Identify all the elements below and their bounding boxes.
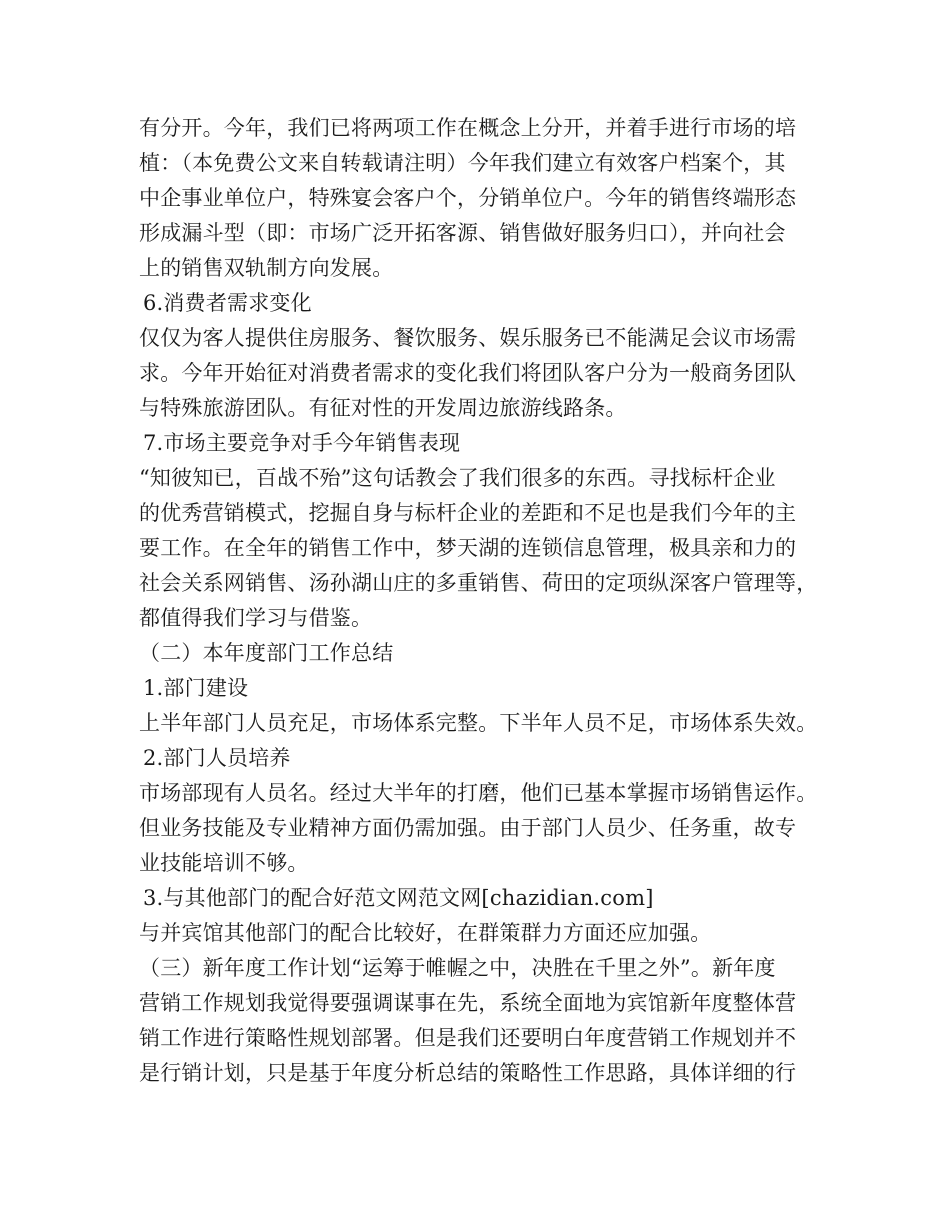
body-line: 销工作进行策略性规划部署。但是我们还要明白年度营销工作规划并不 xyxy=(139,1026,797,1050)
section-heading: 6.消费者需求变化 xyxy=(143,291,312,315)
body-line: 市场部现有人员名。经过大半年的打磨，他们已基本掌握市场销售运作。 xyxy=(139,781,818,805)
body-line: 都值得我们学习与借鉴。 xyxy=(139,606,373,630)
body-line: 中企事业单位户，特殊宴会客户个，分销单位户。今年的销售终端形态 xyxy=(139,186,797,210)
body-line: 的优秀营销模式，挖掘自身与标杆企业的差距和不足也是我们今年的主 xyxy=(139,501,797,525)
body-line: 形成漏斗型（即：市场广泛开拓客源、销售做好服务归口），并向社会 xyxy=(139,221,786,245)
section-heading: （二）本年度部门工作总结 xyxy=(139,641,394,665)
document-body xyxy=(139,111,839,1091)
body-line: 上半年部门人员充足，市场体系完整。下半年人员不足，市场体系失效。 xyxy=(139,711,818,735)
body-line: 与特殊旅游团队。有征对性的开发周边旅游线路条。 xyxy=(139,396,627,420)
section-heading: 3.与其他部门的配合好范文网范文网[chazidian.com] xyxy=(143,886,654,910)
body-line: “知彼知已，百战不殆”这句话教会了我们很多的东西。寻找标杆企业 xyxy=(139,466,776,490)
body-line: 求。今年开始征对消费者需求的变化我们将团队客户分为一般商务团队 xyxy=(139,361,797,385)
body-line: 仅仅为客人提供住房服务、餐饮服务、娱乐服务已不能满足会议市场需 xyxy=(139,326,797,350)
body-line: （三）新年度工作计划“运筹于帷幄之中，决胜在千里之外”。新年度 xyxy=(139,956,776,980)
body-line: 但业务技能及专业精神方面仍需加强。由于部门人员少、任务重，故专 xyxy=(139,816,797,840)
body-line: 上的销售双轨制方向发展。 xyxy=(139,256,394,280)
section-heading: 1.部门建设 xyxy=(143,676,249,700)
body-line: 植：（本免费公文来自转载请注明）今年我们建立有效客户档案个，其 xyxy=(139,151,786,175)
body-line: 社会关系网销售、汤孙湖山庄的多重销售、荷田的定项纵深客户管理等， xyxy=(139,571,818,595)
body-line: 是行销计划，只是基于年度分析总结的策略性工作思路，具体详细的行 xyxy=(139,1061,797,1085)
body-line: 营销工作规划我觉得要强调谋事在先，系统全面地为宾馆新年度整体营 xyxy=(139,991,797,1015)
body-line: 有分开。今年，我们已将两项工作在概念上分开，并着手进行市场的培 xyxy=(139,116,797,140)
section-heading: 2.部门人员培养 xyxy=(143,746,291,770)
body-line: 要工作。在全年的销售工作中，梦天湖的连锁信息管理，极具亲和力的 xyxy=(139,536,797,560)
body-line: 与并宾馆其他部门的配合比较好，在群策群力方面还应加强。 xyxy=(139,921,712,945)
section-heading: 7.市场主要竞争对手今年销售表现 xyxy=(143,431,461,455)
body-line: 业技能培训不够。 xyxy=(139,851,309,875)
